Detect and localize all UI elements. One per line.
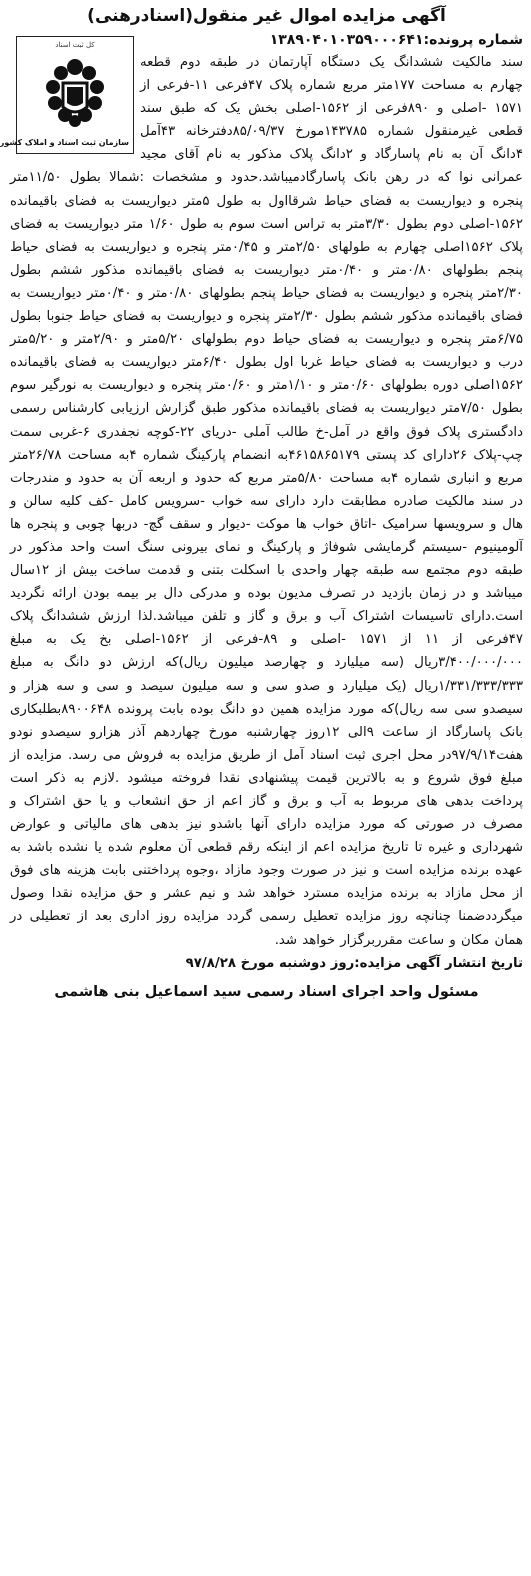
notice-title: آگهی مزایده اموال غیر منقول(اسنادرهنی) [87,6,446,26]
emblem-icon [0,37,133,153]
signature: مسئول واحد اجرای اسناد رسمی سید اسماعیل بنی هاشمی [54,983,479,1000]
auction-notice [0,4,524,1570]
publish-date: تاریخ انتشار آگهی مزایده:روز دوشنبه مورخ ۹۷/۸/۲۸ [185,955,523,971]
notice-body: سند مالکیت ششدانگ یک دستگاه آپارتمان در طبقه دوم قطعه چهارم به مساحت ۱۷۷متر مربع شماره پلاک ۴۷فرعی ۱۱-فرعی از ۱۵۷۱ -اصلی و ۸۹۰فرعی از ۱۵۶۲-اصلی بخش یک که طبق سند قطعی غیرمنقول شماره ۱۴۳۷۸۵مورخ ۸۵/۰۹/۳۷دفترخانه ۴۳آمل ۴دانگ آن به نام پاسارگاد و ۲دانگ پلاک مذکور به نام آقای مجید عمرانی نوا که در رهن بانک پاسارگادمیباشد.حدود و مشخصات :شمالا بطول ۱۱/۵۰متر پنجره و دیواریست به فضای حیاط شرقااول به طول ۵متر دیواریست به فضای باقیمانده ۱۵۶۲-اصلی دوم بطول ۳/۳۰متر به تراس است سوم به طول ۱/۶۰ متر دیواریست به فضای پلاک ۱۵۶۲اصلی چهارم به طولهای ۲/۵۰متر و ۰/۴۵متر پنجره و دیواریست به فضای حیاط پنجم بطولهای ۰/۸۰متر و ۰/۴۰متر دیواریست به فضای باقیمانده مذکور ششم بطول ۲/۳۰متر پنجره و دیواریست به فضای حیاط پنجم بطولهای ۰/۸۰متر و ۰/۴۰متر دیواریست به فضای باقیمانده مذکور ششم بطول ۲/۳۰متر پنجره و دیواریست به فضای حیاط جنوبا بطول ۶/۷۵متر پنجره و دیواریست به فضای حیاط دوم بطولهای ۵/۲۰متر و ۲/۹۰متر و ۵/۲۰متر درب و دیواریست به فضای حیاط غربا اول بطول ۶/۴۰متر دیواریست به فضای باقیمانده ۱۵۶۲اصلی دوره بطولهای ۰/۶۰متر و ۱/۱۰متر و ۰/۶۰متر پنجره و دیواریست به نورگیر سوم بطول ۷/۵۰متر دیواریست به فضای باقیمانده مذکور طبق گزارش ارزیابی کارشناس رسمی دادگستری پلاک فوق واقع در آمل-خ طالب آملی -دریای ۲۲-کوچه نجفدری ۶-غربی سمت چپ-پلاک ۲۶دارای کد پستی ۴۶۱۵۸۶۵۱۷۹به انضمام پارکینگ شماره ۴به مساحت ۲۶/۷۸متر مربع و انباری شماره ۴به مساحت ۵/۸۰متر مربع که حدود و اربعه آن به حدود و مندرجات در سند مالکیت صادره مطابقت دارد دارای سه خواب -سرویس کامل -کف کلیه سالن و هال و سرویسها سرامیک -اتاق خواب ها موکت -دیوار و سقف گچ- دربها چوبی و پنجره ها آلومینیوم -سیستم گرمایشی شوفاژ و پارکینگ و نمای بیرونی سنگ است واحد مذکور در طبقه دوم مجتمع سه طبقه چهار واحدی با اسکلت بتنی و قدمت ساخت بیش از ۱۲سال میباشد و در زمان بازدید در تصرف مدیون بوده و مدرکی دال بر بیمه بودن ارائه نگردید است.دارای تاسیسات اشتراک آب و برق و گاز و تلفن میباشد.لذا ارزش ششدانگ پلاک ۴۷فرعی از ۱۱ از ۱۵۷۱ -اصلی و ۸۹-فرعی از ۱۵۶۲-اصلی بخ یک به مبلغ ۳/۴۰۰/۰۰۰/۰۰۰ریال (سه میلیارد و چهارصد میلیون ریال)که ارزش دو دانگ به مبلغ ۱/۳۳۱/۳۳۳/۳۳۳ریال (یک میلیارد و صدو سی و سه میلیون سیصد و سی و سه هزار و سیصدو سی سه ریال)که مورد مزایده همین دو دانگ بوده بابت پرونده ۸۹۰۰۶۴۸بطلبکاری بانک پاسارگاد از ساعت ۹الی ۱۲روز چهارشنبه مورخ چهاردهم آذر هزارو سیصدو نودو هفت۹۷/۹/۱۴در محل اجری ثبت اسناد آمل از طریق مزایده به فروش می رسد. مزایده از مبلغ فوق شروع و به بالاترین قیمت پیشنهادی نقدا فروخته میشود .لازم به ذکر است پرداخت بدهی های مربوط به آب و برق و گاز اعم از حق انشعاب و یا حق اشتراک و مصرف در صورتی که مورد مزایده دارای آنها باشدو نیز بدهی های مالیاتی و عوارض شهرداری و غیره تا تاریخ مزایده اعم از اینکه رقم قطعی آن معلوم شده یا نشده باشد به عهده برنده مزایده است و نیز در صورت وجود مازاد ،وجوه پرداختنی بابت هزینه های فوق از محل مازاد به برنده مزایده مسترد خواهد شد و نیم عشر و حق مزایده نقدا وصول میگرددضمنا چنانچه روز مزایده تعطیل رسمی گردد مزایده روز اداری بعد از تعطیلی در همان مکان و ساعت مقرربرگزار خواهد شد. [10,55,524,948]
organization-logo [0,36,134,154]
file-number: شماره پرونده:۱۳۸۹۰۴۰۱۰۳۵۹۰۰۰۶۴۱ [269,32,523,48]
logo-caption: سازمان ثبت اسناد و املاک کشور [0,138,129,147]
logo-top-text: کل ثبت اسناد [55,41,95,49]
